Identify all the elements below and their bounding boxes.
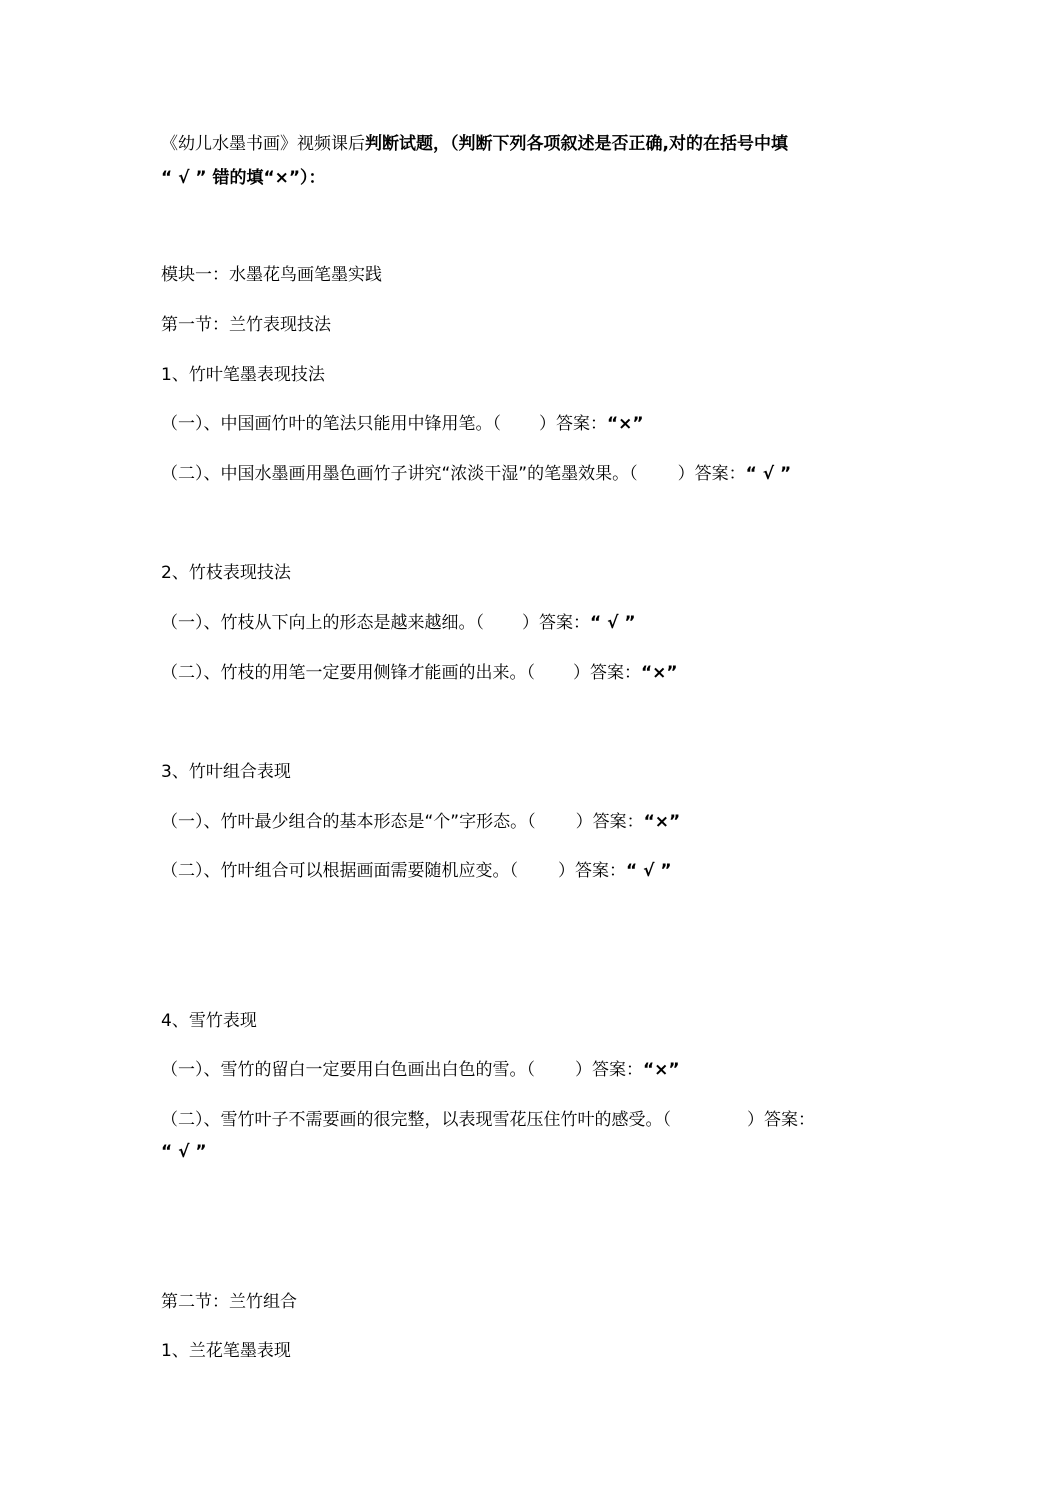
question (161, 463, 791, 485)
topic-title: 2、竹枝表现技法 (161, 563, 291, 583)
question-text: （二）、竹叶组合可以根据画面需要随机应变。（ (161, 861, 518, 881)
question-answer-label: ）答案： (677, 464, 746, 484)
question-answer: “ √ ” (626, 861, 672, 881)
topic-title: 4、雪竹表现 (161, 1011, 257, 1031)
question-text: （二）、竹枝的用笔一定要用侧锋才能画的出来。（ (161, 663, 535, 683)
question (161, 1059, 680, 1081)
question-answer: “ √ ” (161, 1142, 207, 1162)
question-answer-label: ）答案： (573, 663, 641, 683)
question-text: （二）、中国水墨画用墨色画竹子讲究“浓淡干湿”的笔墨效果。（ (161, 464, 638, 484)
header-line-1 (161, 133, 788, 155)
question (161, 413, 644, 435)
question (161, 1109, 815, 1131)
question (161, 612, 636, 634)
header-intro: 《幼儿水墨书画》视频课后 (161, 134, 365, 154)
header-instruction: 判断试题，（判断下列各项叙述是否正确,对的在括号中填 (365, 134, 788, 154)
topic-title: 1、竹叶笔墨表现技法 (161, 365, 325, 385)
question-answer-label: ）答案： (575, 1060, 643, 1080)
question (161, 860, 672, 882)
section-title: 第二节：兰竹组合 (161, 1292, 297, 1312)
question-answer-label: ）答案： (539, 414, 607, 434)
question-answer: “×” (643, 812, 681, 832)
question-answer-label: ）答案： (747, 1110, 815, 1130)
question-text: （二）、雪竹叶子不需要画的很完整，以表现雪花压住竹叶的感受。（ (161, 1110, 671, 1130)
question-answer: “×” (641, 663, 678, 683)
question-answer-label: ）答案： (558, 861, 626, 881)
topic-title: 1、兰花笔墨表现 (161, 1341, 291, 1361)
section-title: 第一节：兰竹表现技法 (161, 315, 331, 335)
question-answer-label: ）答案： (522, 613, 590, 633)
question-answer: “ √ ” (745, 464, 792, 484)
question-answer: “×” (643, 1060, 680, 1080)
question-answer: “×” (607, 414, 644, 434)
question-text: （一）、雪竹的留白一定要用白色画出白色的雪。（ (161, 1060, 535, 1080)
question-answer-label: ）答案： (575, 812, 644, 832)
question-answer: “ √ ” (590, 613, 636, 633)
question-text: （一）、竹枝从下向上的形态是越来越细。（ (161, 613, 484, 633)
question-text: （一）、中国画竹叶的笔法只能用中锋用笔。（ (161, 414, 501, 434)
topic-title: 3、竹叶组合表现 (161, 762, 291, 782)
question (161, 662, 678, 684)
question-text: （一）、竹叶最少组合的基本形态是“个”字形态。（ (161, 812, 536, 832)
header-line-2: “ √ ” 错的填“×”）： (161, 168, 326, 188)
module-title: 模块一：水墨花鸟画笔墨实践 (161, 265, 382, 285)
question (161, 811, 680, 833)
